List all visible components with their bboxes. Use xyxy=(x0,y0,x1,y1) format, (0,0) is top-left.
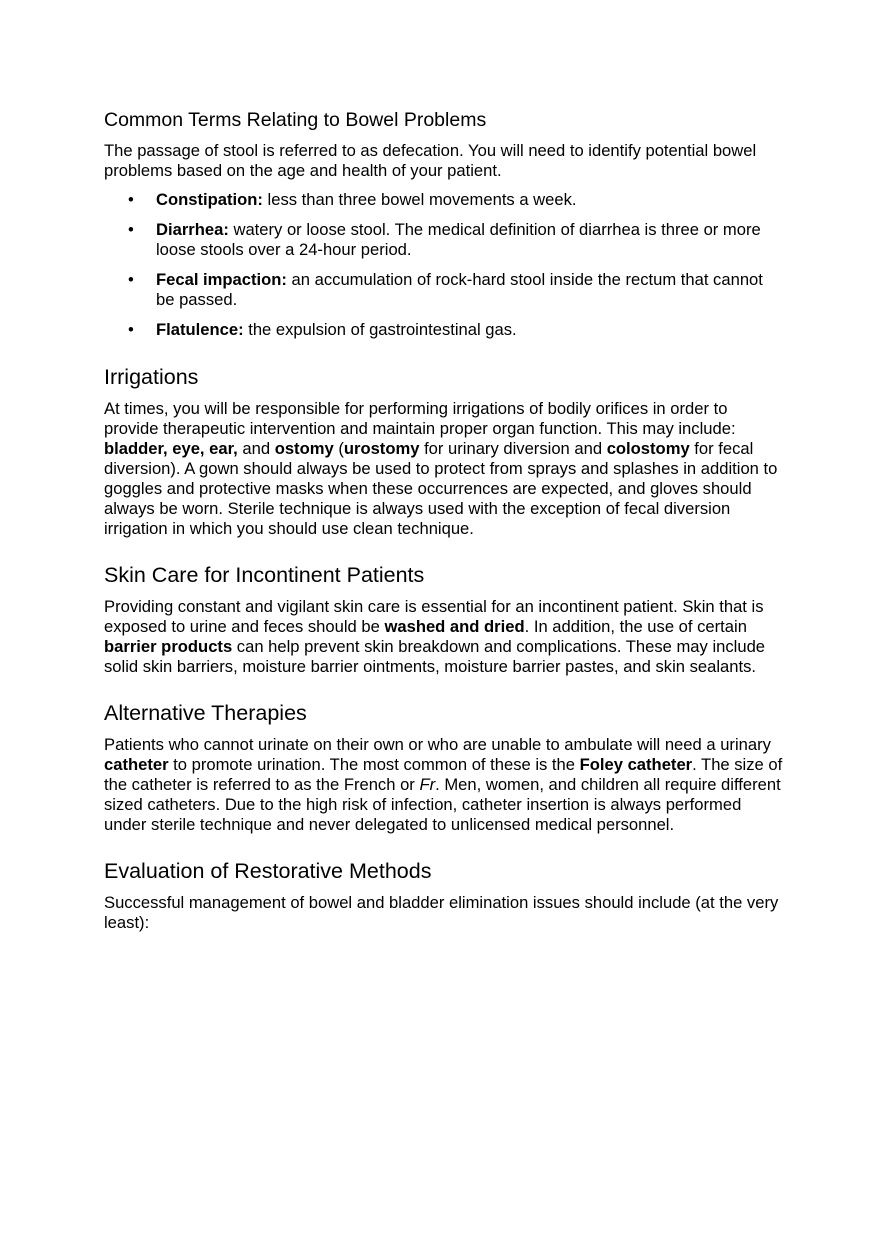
bowel-terms-list xyxy=(104,190,784,340)
bowel-terms-intro: The passage of stool is referred to as defecation. You will need to identify potential bowel problems based on the age and health of your patient. xyxy=(104,141,757,180)
irrigations-heading: Irrigations xyxy=(104,365,199,389)
bullet-icon: • xyxy=(128,190,134,209)
list-item xyxy=(104,320,784,340)
alternative-therapies-heading: Alternative Therapies xyxy=(104,701,307,725)
bullet-icon: • xyxy=(128,270,134,289)
term-definition: the expulsion of gastrointestinal gas. xyxy=(243,320,517,339)
bullet-icon: • xyxy=(128,320,134,339)
term-definition: an accumulation of rock-hard stool inside the rectum that cannot be passed. xyxy=(156,270,763,309)
alternative-therapies-section xyxy=(104,700,784,835)
term-label: Diarrhea: xyxy=(156,220,229,239)
term-label: Flatulence: xyxy=(156,320,244,339)
skin-care-heading: Skin Care for Incontinent Patients xyxy=(104,563,425,587)
skin-care-section xyxy=(104,562,784,677)
term-definition: watery or loose stool. The medical definition of diarrhea is three or more loose stools over a 24-hour period. xyxy=(156,220,761,259)
list-item xyxy=(104,190,784,210)
evaluation-paragraph: Successful management of bowel and bladder elimination issues should include (at the very least): xyxy=(104,893,779,932)
bowel-terms-heading: Common Terms Relating to Bowel Problems xyxy=(104,109,487,131)
irrigations-section xyxy=(104,364,784,539)
document-page xyxy=(104,108,784,933)
list-item xyxy=(104,220,784,260)
bullet-icon: • xyxy=(128,220,134,239)
skin-care-paragraph: Providing constant and vigilant skin care is essential for an incontinent patient. Skin that is exposed to urine and feces should be washed and dried. In addition, the use of certain barrier products can help prevent skin breakdown and complications. These may include solid skin barriers, moisture barrier ointments, moisture barrier pastes, and skin sealants. xyxy=(104,597,766,676)
evaluation-section xyxy=(104,858,784,933)
list-item xyxy=(104,270,784,310)
term-label: Constipation: xyxy=(156,190,263,209)
term-definition: less than three bowel movements a week. xyxy=(262,190,577,209)
bowel-terms-section xyxy=(104,108,784,340)
term-label: Fecal impaction: xyxy=(156,270,287,289)
alternative-therapies-paragraph: Patients who cannot urinate on their own or who are unable to ambulate will need a urinary catheter to promote urination. The most common of these is the Foley catheter. The size of the catheter is referred to as the French or Fr. Men, women, and children all require different sized catheters. Due to the high risk of infection, catheter insertion is always performed under sterile technique and never delegated to unlicensed medical personnel. xyxy=(104,735,783,834)
evaluation-heading: Evaluation of Restorative Methods xyxy=(104,859,432,883)
irrigations-paragraph: At times, you will be responsible for performing irrigations of bodily orifices in order to provide therapeutic intervention and maintain proper organ function. This may include: bladder, eye, ear, and ostomy (urostomy for urinary diversion and colostomy for fecal diversion). A gown should always be used to protect from sprays and splashes in addition to goggles and protective masks when these occurrences are expected, and gloves should always be worn. Sterile technique is always used with the exception of fecal diversion irrigation in which you should use clean technique. xyxy=(104,399,778,538)
